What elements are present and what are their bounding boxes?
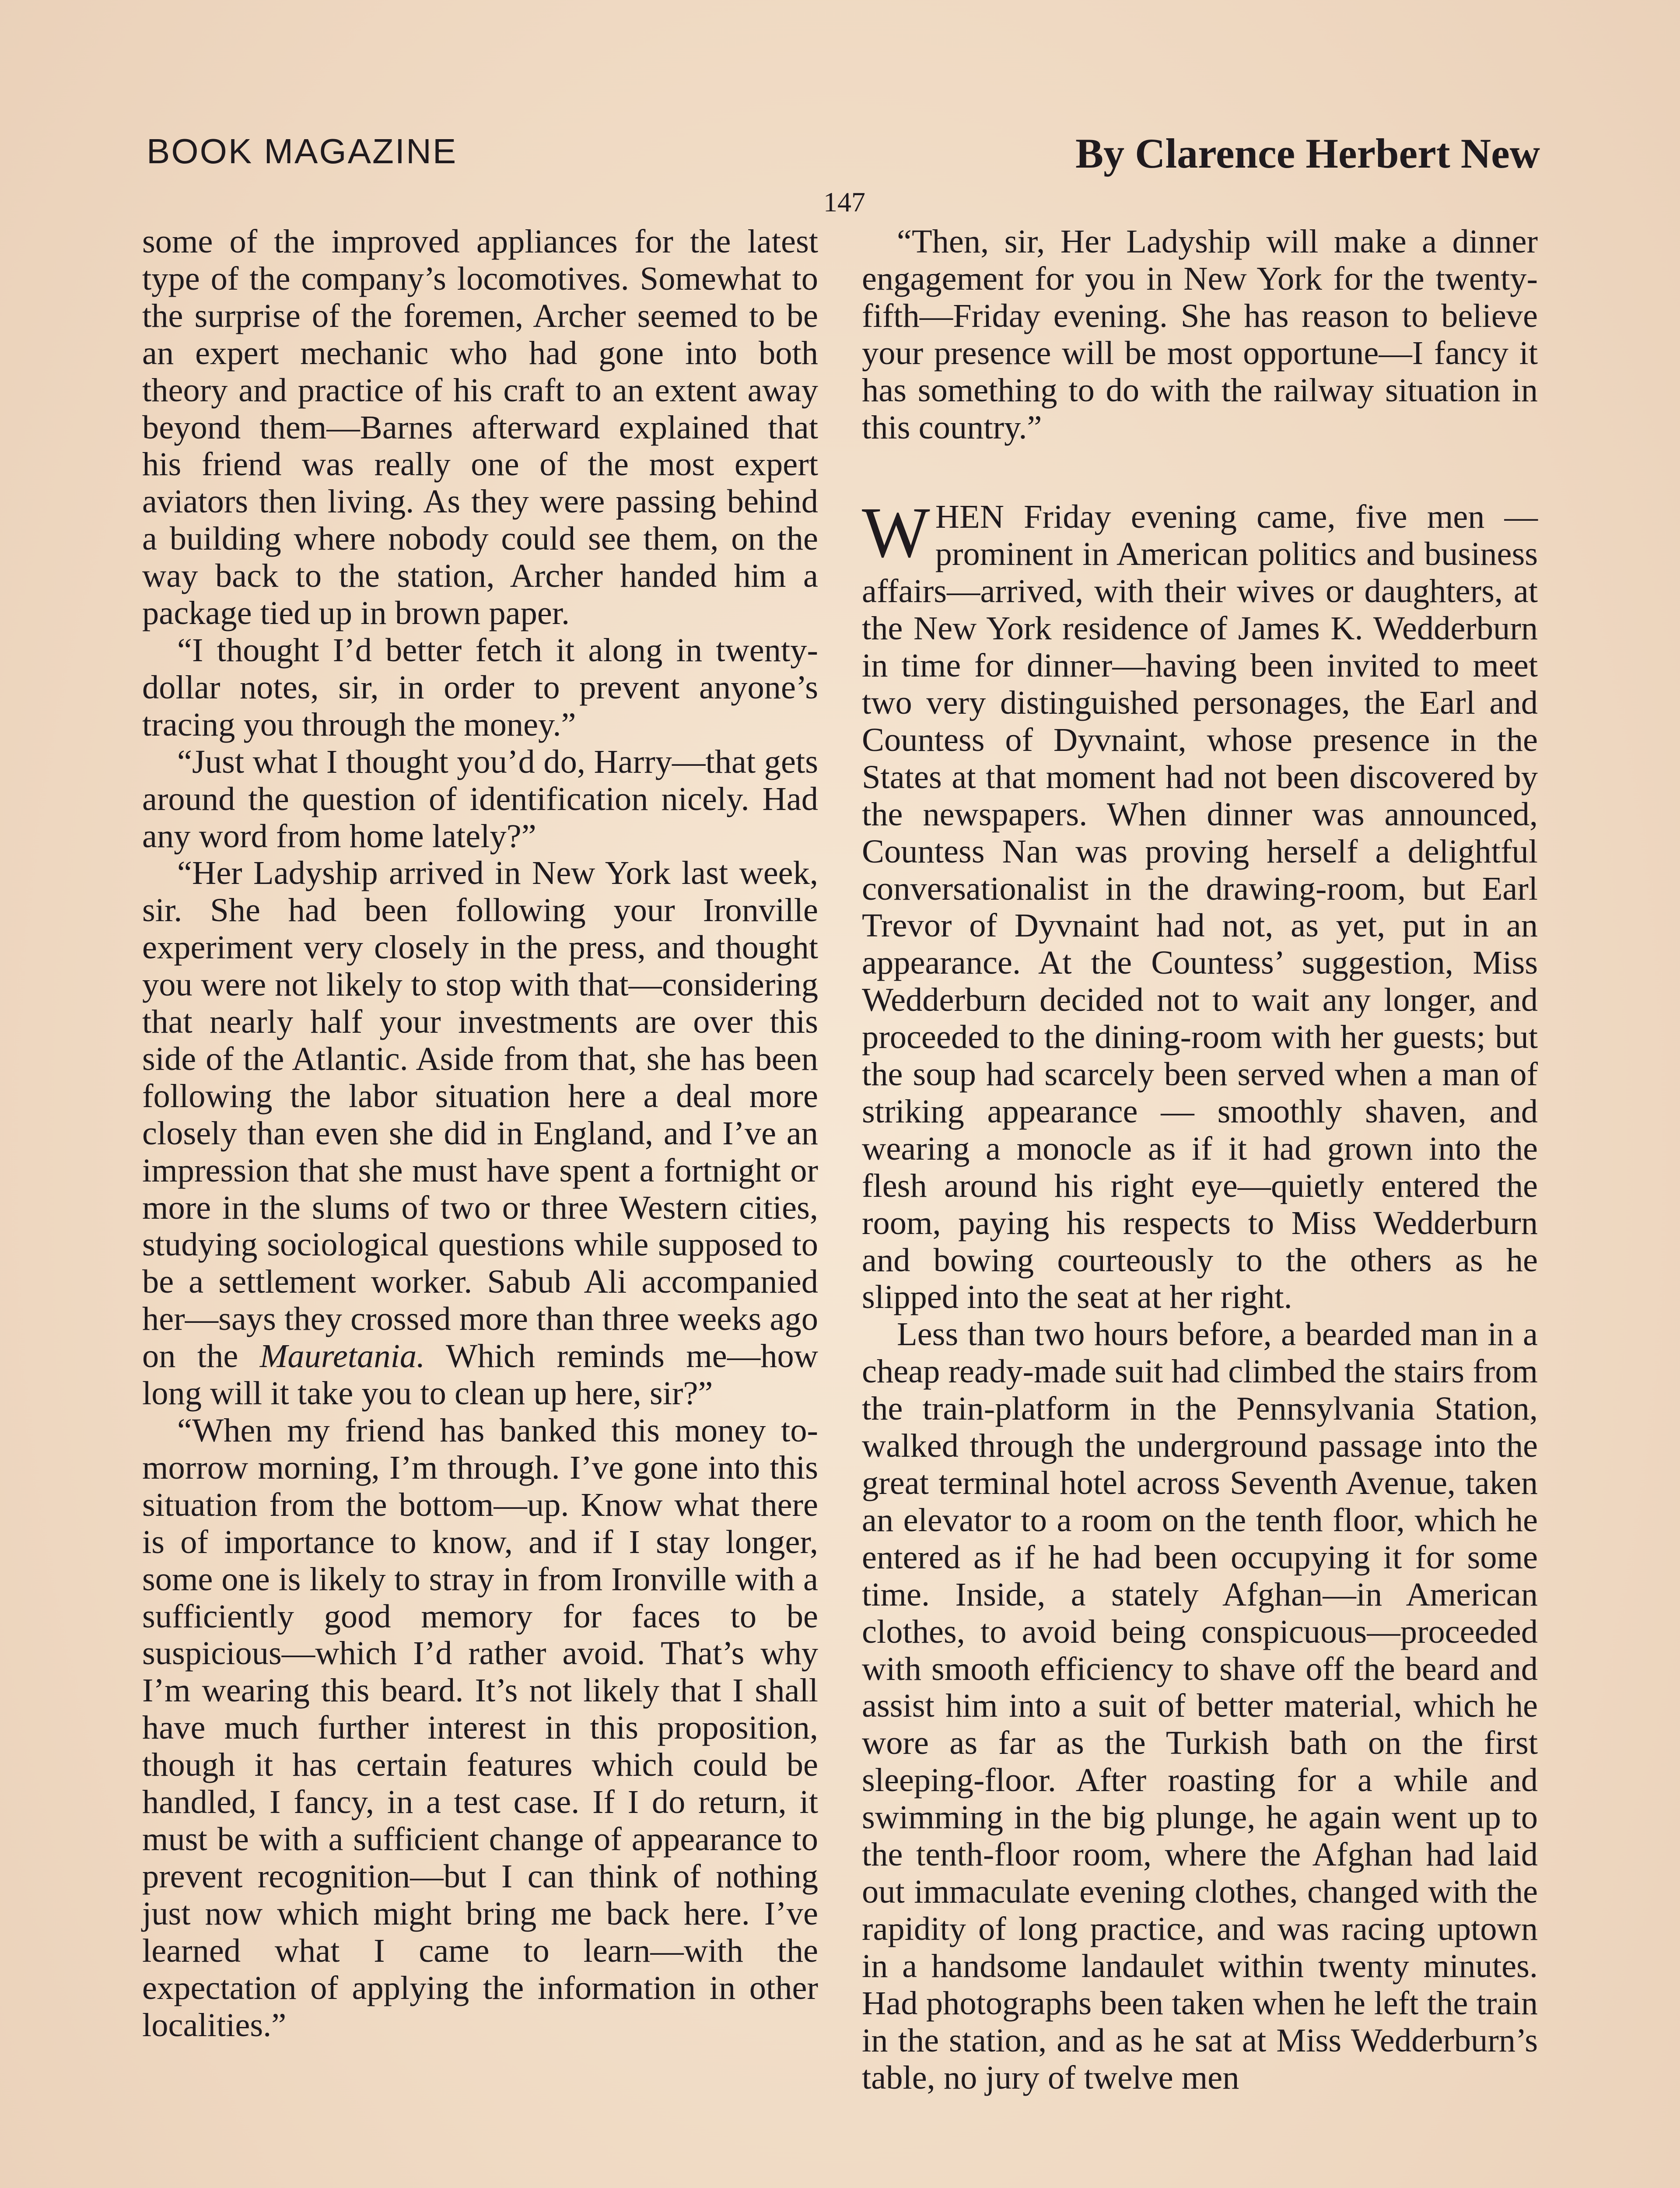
- paragraph-text: “Her Ladyship arrived in New York last week, sir. She had been following your Ironville experiment very closely in the press, and thought you were not likely to stop with that—considering that nearly half your investments are over this side of the Atlantic. Aside from that, she has been following the labor situation here a deal more closely than even she did in England, and I’ve an impression that she must have spent a fortnight or more in the slums of two or three Western cities, studying sociological questions while supposed to be a settlement worker. Sabub Ali accompanied her—says they crossed more than three weeks ago on the: [142, 854, 818, 1375]
- paragraph: some of the improved appliances for the latest type of the company’s locomotives. Somewhat to the surprise of the foremen, Archer seemed to be an expert mechanic who had gone into both theory and practice of his craft to an extent away beyond them—Barnes afterward explained that his friend was really one of the most expert aviators then living. As they were passing behind a building where nobody could see them, on the way back to the station, Archer handed him a package tied up in brown paper.: [142, 223, 818, 632]
- paragraph: “I thought I’d better fetch it along in twenty-dollar notes, sir, in order to prevent anyone’s tracing you through the money.”: [142, 631, 818, 743]
- paragraph-text: HEN Friday evening came, five men —prominent in American politics and business affairs—arrived, with their wives or daughters, at the New York residence of James K. Wedderburn in time for dinner—having been invited to meet two very distinguished personages, the Earl and Countess of Dyvnaint, whose presence in the States at that moment had not been discovered by the newspapers. When dinner was announced, Countess Nan was proving herself a delightful conversationalist in the drawing-room, but Earl Trevor of Dyvnaint had not, as yet, put in an appearance. At the Countess’ suggestion, Miss Wedderburn decided not to wait any longer, and proceeded to the dining-room with her guests; but the soup had scarcely been served when a man of striking appearance — smoothly shaven, and wearing a monocle as if it had grown into the flesh around his right eye—quietly entered the room, paying his respects to Miss Wedderburn and bowing courteously to the others as he slipped into the seat at her right.: [862, 498, 1538, 1316]
- paragraph-with-dropcap: [862, 492, 1538, 1316]
- paragraph: Less than two hours before, a bearded man in a cheap ready-made suit had climbed the stairs from the train-platform in the Pennsylvania Station, walked through the underground passage into the great terminal hotel across Seventh Avenue, taken an elevator to a room on the tenth floor, which he entered as if he had been occupying it for some time. Inside, a stately Afghan—in American clothes, to avoid being conspicuous—proceeded with smooth efficiency to shave off the beard and assist him into a suit of better material, which he wore as far as the Turkish bath on the first sleeping-floor. After roasting for a while and swimming in the big plunge, he again went up to the tenth-floor room, where the Afghan had laid out immaculate evening clothes, changed with the rapidity of long practice, and was racing uptown in a handsome landaulet within twenty minutes. Had photographs been taken when he left the train in the station, and as he sat at Miss Wedderburn’s table, no jury of twelve men: [862, 1315, 1538, 2096]
- drop-cap: W: [862, 492, 930, 573]
- running-header-author: By Clarence Herbert New: [1075, 130, 1540, 177]
- paragraph-text: Which reminds me—how long will it take you to clean up here, sir?”: [142, 1337, 818, 1412]
- paragraph: [142, 855, 818, 1412]
- page-number: 147: [823, 186, 865, 217]
- paragraph: “Just what I thought you’d do, Harry—that gets around the question of identification nicely. Had any word from home lately?”: [142, 743, 818, 855]
- ship-name: Mauretania.: [259, 1337, 425, 1375]
- paragraph: “When my friend has banked this money to-morrow morning, I’m through. I’ve gone into this situation from the bottom—up. Know what there is of importance to know, and if I stay longer, some one is likely to stray in from Ironville with a sufficiently good memory for faces to be suspicious—which I’d rather avoid. That’s why I’m wearing this beard. It’s not likely that I shall have much further interest in this proposition, though it has certain features which could be handled, I fancy, in a test case. If I do return, it must be with a sufficient change of appearance to prevent recognition—but I can think of nothing just now which might bring me back here. I’ve learned what I came to learn—with the expectation of applying the information in other localities.”: [142, 1412, 818, 2044]
- right-column: [862, 223, 1538, 2096]
- paragraph: “Then, sir, Her Ladyship will make a dinner engagement for you in New York for the twenty-fifth—Friday evening. She has reason to believe your presence will be most opportune—I fancy it has something to do with the railway situation in this country.”: [862, 223, 1538, 446]
- running-header-magazine: BOOK MAGAZINE: [147, 132, 458, 171]
- left-column: [142, 223, 818, 2044]
